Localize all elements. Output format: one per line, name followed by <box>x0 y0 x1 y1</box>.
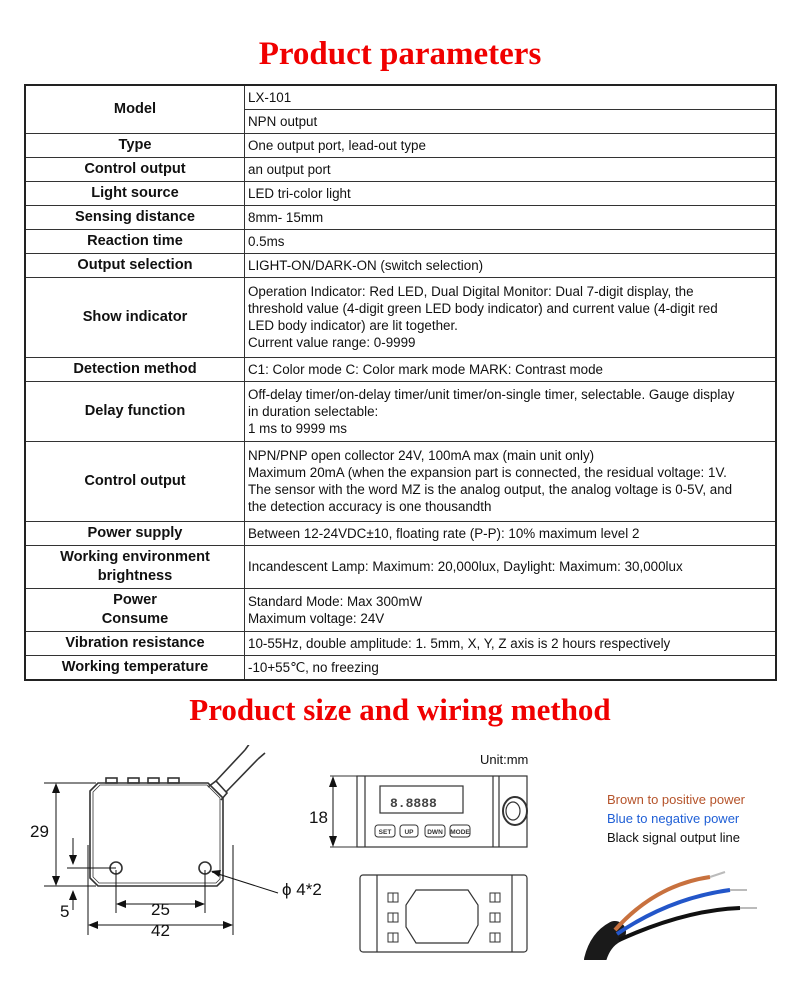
front-view-drawing <box>300 775 540 960</box>
value-line: in duration selectable: <box>248 403 379 419</box>
param-value: Incandescent Lamp: Maximum: 20,000lux, Daylight: Maximum: 30,000lux <box>245 545 777 588</box>
table-row <box>25 631 776 655</box>
param-key: Power supply <box>25 521 245 545</box>
param-value: NPN output <box>245 109 777 133</box>
table-row <box>25 253 776 277</box>
param-key: Vibration resistance <box>25 631 245 655</box>
heading-size-wiring: Product size and wiring method <box>189 692 611 727</box>
key-line: Consume <box>101 610 169 627</box>
wire-label-blue: Blue to negative power <box>607 811 740 826</box>
param-value: an output port <box>245 157 777 181</box>
value-line: 1 ms to 9999 ms <box>248 420 347 436</box>
value-line: Standard Mode: Max 300mW <box>248 593 423 609</box>
param-key <box>25 545 245 588</box>
value-line: the detection accuracy is one thousandth <box>248 499 492 514</box>
wire-label-brown: Brown to positive power <box>607 792 746 807</box>
table-row <box>25 441 776 521</box>
digit-display: 8.8888 <box>390 796 437 811</box>
param-key: Sensing distance <box>25 205 245 229</box>
dim-offset: 5 <box>60 902 70 921</box>
wire-cable-illustration <box>575 860 790 960</box>
dim-height: 29 <box>30 822 49 841</box>
param-key: Delay function <box>25 381 245 441</box>
param-value <box>245 381 777 441</box>
param-value: LIGHT-ON/DARK-ON (switch selection) <box>245 253 777 277</box>
key-line: Working environment <box>60 548 210 565</box>
table-row <box>25 277 776 357</box>
table-row <box>25 157 776 181</box>
dim-hole: ϕ 4*2 <box>282 880 322 899</box>
param-value: Between 12-24VDC±10, floating rate (P-P): 10% maximum level 2 <box>245 521 777 545</box>
param-value: -10+55℃, no freezing <box>245 655 777 680</box>
dim-hole-spacing: 25 <box>151 900 170 919</box>
param-value: C1: Color mode C: Color mark mode MARK: Contrast mode <box>245 357 777 381</box>
param-key: Control output <box>25 441 245 521</box>
param-key: Control output <box>25 157 245 181</box>
param-key: Output selection <box>25 253 245 277</box>
value-line: Off-delay timer/on-delay timer/unit timer/on-single timer, selectable. Gauge display <box>248 386 735 402</box>
wire-label-black: Black signal output line <box>607 830 740 845</box>
table-row <box>25 381 776 441</box>
table-row <box>25 655 776 680</box>
param-key: Working temperature <box>25 655 245 680</box>
value-line: Maximum 20mA (when the expansion part is connected, the residual voltage: 1V. <box>248 465 727 480</box>
param-value <box>245 277 777 357</box>
table-row <box>25 521 776 545</box>
key-line: Power <box>113 591 157 608</box>
table-row <box>25 357 776 381</box>
value-line: Operation Indicator: Red LED, Dual Digital Monitor: Dual 7-digit display, the <box>248 284 694 299</box>
param-value: 10-55Hz, double amplitude: 1. 5mm, X, Y, Z axis is 2 hours respectively <box>245 631 777 655</box>
param-value: One output port, lead-out type <box>245 133 777 157</box>
table-row <box>25 545 776 588</box>
param-key: Show indicator <box>25 277 245 357</box>
value-line: NPN/PNP open collector 24V, 100mA max (main unit only) <box>248 448 595 463</box>
value-line: Maximum voltage: 24V <box>248 610 385 626</box>
parameters-table <box>24 84 777 681</box>
param-value: LX-101 <box>245 85 777 109</box>
unit-label: Unit:mm <box>480 752 529 767</box>
dim-depth: 18 <box>309 808 328 827</box>
table-row <box>25 588 776 631</box>
param-key: Type <box>25 133 245 157</box>
set-button-glyph: SET <box>378 829 392 836</box>
table-row <box>25 85 776 109</box>
down-button-glyph: DWN <box>427 829 443 836</box>
value-line: LED body indicator) are lit together. <box>248 318 458 333</box>
param-value <box>245 588 777 631</box>
table-row <box>25 205 776 229</box>
table-row <box>25 229 776 253</box>
up-button-glyph: UP <box>404 829 414 836</box>
dim-width: 42 <box>151 921 170 940</box>
param-key: Detection method <box>25 357 245 381</box>
table-row <box>25 133 776 157</box>
heading-product-parameters: Product parameters <box>258 36 542 72</box>
key-line: brightness <box>97 567 173 584</box>
value-line: The sensor with the word MZ is the analog output, the analog voltage is 0-5V, and <box>248 482 733 497</box>
mode-button-glyph: MODE <box>450 829 470 836</box>
param-value: 0.5ms <box>245 229 777 253</box>
param-key: Model <box>25 85 245 133</box>
value-line: threshold value (4-digit green LED body indicator) and current value (4-digit red <box>248 301 718 316</box>
param-key <box>25 588 245 631</box>
param-value: LED tri-color light <box>245 181 777 205</box>
param-key: Light source <box>25 181 245 205</box>
table-row <box>25 181 776 205</box>
param-key: Reaction time <box>25 229 245 253</box>
value-line: Current value range: 0-9999 <box>248 335 416 350</box>
param-value: 8mm- 15mm <box>245 205 777 229</box>
param-value <box>245 441 777 521</box>
